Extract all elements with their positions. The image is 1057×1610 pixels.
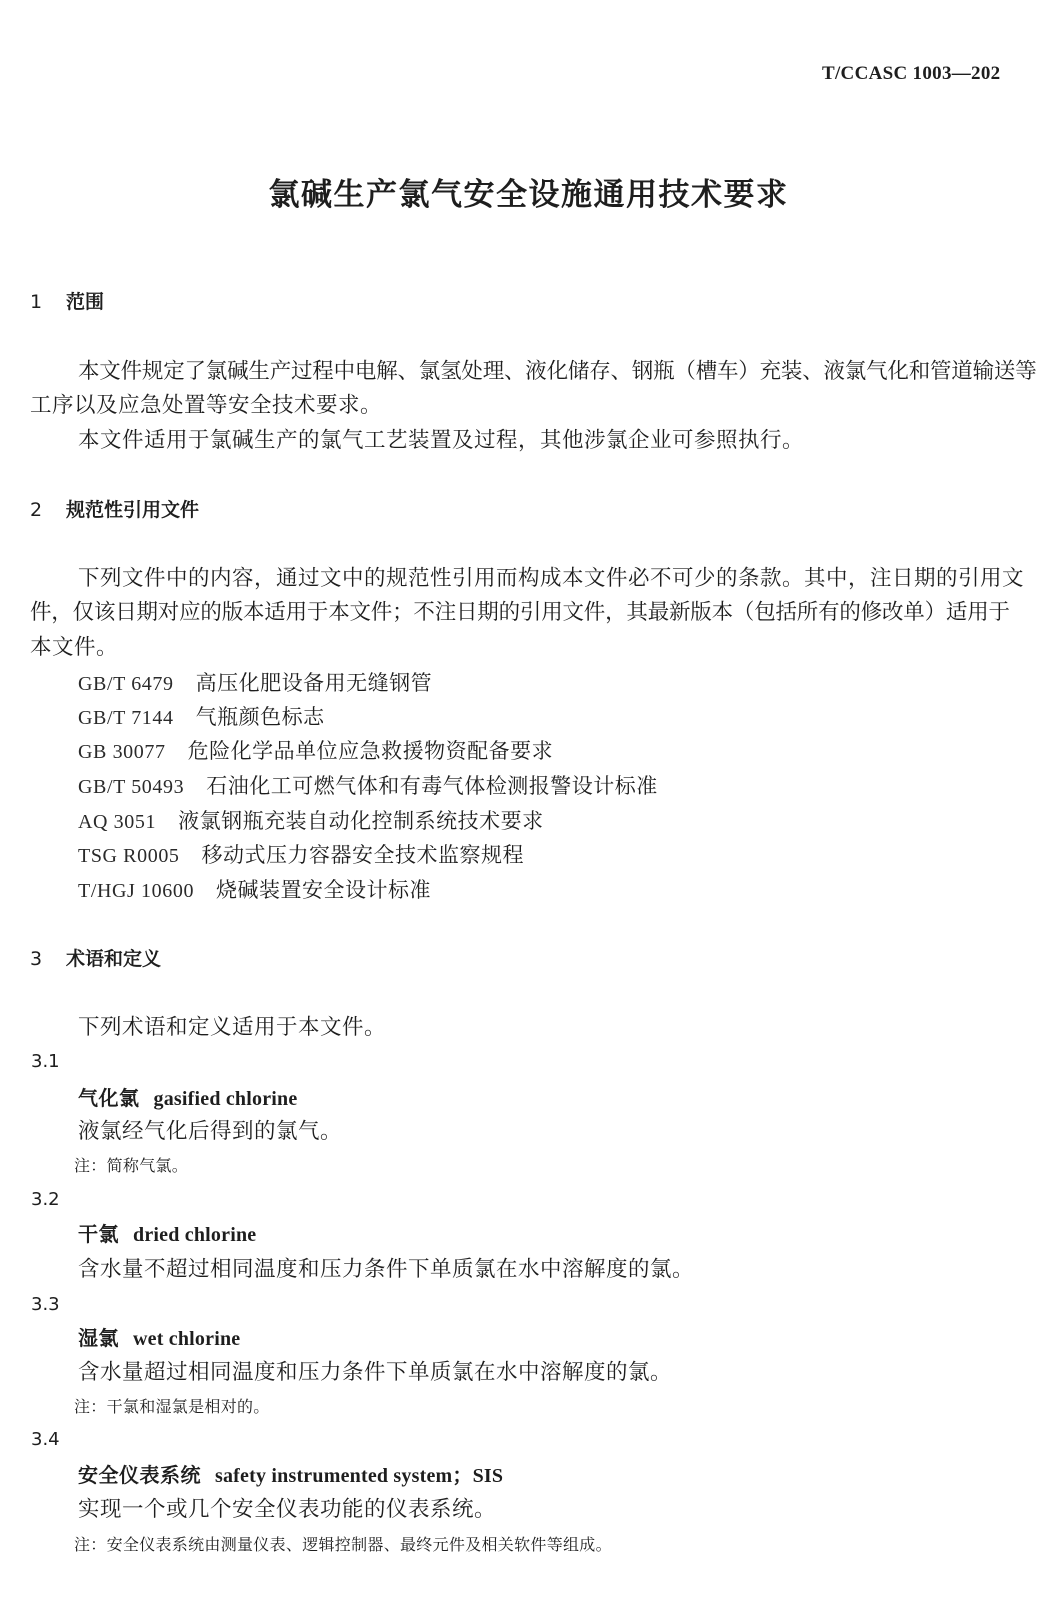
term-chinese: 湿氯 [78,1326,119,1350]
reference-code: GB 30077 [78,741,166,763]
reference-code: T/HGJ 10600 [78,880,195,902]
paragraph-line: 本文件适用于氯碱生产的氯气工艺装置及过程，其他涉氯企业可参照执行。 [78,428,805,453]
section-heading-normative-references [30,497,199,523]
term-number: 3.4 [31,1429,60,1450]
term-definition: 含水量不超过相同温度和压力条件下单质氯在水中溶解度的氯。 [78,1257,695,1282]
term-english: dried chlorine [133,1224,257,1246]
section-heading-terms-and-definitions [30,946,161,972]
term-entry [78,1462,503,1489]
paragraph-line: 下列术语和定义适用于本文件。 [78,1015,387,1040]
reference-item [78,670,432,697]
reference-title: 烧碱装置安全设计标准 [216,878,432,902]
reference-item [78,773,658,800]
paragraph-line: 件，仅该日期对应的版本适用于本文件；不注日期的引用文件，其最新版本（包括所有的修改单）适用于 [30,600,1010,625]
section-title: 规范性引用文件 [66,499,200,521]
term-number: 3.1 [31,1051,60,1072]
term-english: safety instrumented system；SIS [215,1465,504,1487]
reference-title: 石油化工可燃气体和有毒气体检测报警设计标准 [206,774,658,798]
reference-title: 高压化肥设备用无缝钢管 [195,671,433,695]
section-title: 范围 [66,291,105,313]
term-number: 3.2 [31,1189,60,1210]
reference-code: TSG R0005 [78,845,180,867]
section-heading-scope [30,289,104,315]
term-definition: 含水量超过相同温度和压力条件下单质氯在水中溶解度的氯。 [78,1360,673,1385]
section-number: 3 [30,948,43,970]
term-note: 注：简称气氯。 [74,1156,189,1175]
document-number: T/CCASC 1003—202 [822,63,1001,84]
term-note: 注：干氯和湿氯是相对的。 [74,1397,270,1416]
term-entry [78,1325,240,1352]
paragraph-line: 工序以及应急处置等安全技术要求。 [30,393,383,418]
paragraph-line: 本文件。 [30,635,119,660]
reference-code: AQ 3051 [78,811,157,833]
term-chinese: 安全仪表系统 [78,1463,201,1487]
term-entry [78,1221,256,1248]
reference-item [78,877,431,904]
term-definition: 液氯经气化后得到的氯气。 [78,1119,343,1144]
paragraph-line: 本文件规定了氯碱生产过程中电解、氯氢处理、液化储存、钢瓶（槽车）充装、液氯气化和管道输送等 [78,359,1037,384]
term-chinese: 气化氯 [78,1086,140,1110]
reference-code: GB/T 6479 [78,673,174,695]
section-number: 1 [30,291,43,313]
term-english: wet chlorine [133,1328,241,1350]
reference-code: GB/T 7144 [78,707,174,729]
section-number: 2 [30,499,43,521]
term-number: 3.3 [31,1294,60,1315]
term-entry [78,1085,297,1112]
paragraph-line: 下列文件中的内容，通过文中的规范性引用而构成本文件必不可少的条款。其中，注日期的引用文 [78,566,1025,591]
reference-title: 移动式压力容器安全技术监察规程 [201,843,525,867]
term-definition: 实现一个或几个安全仪表功能的仪表系统。 [78,1497,497,1522]
term-chinese: 干氯 [78,1222,119,1246]
reference-title: 液氯钢瓶充装自动化控制系统技术要求 [178,809,544,833]
reference-item [78,842,524,869]
reference-title: 危险化学品单位应急救援物资配备要求 [187,739,554,763]
term-english: gasified chlorine [153,1088,298,1110]
reference-item [78,704,325,731]
reference-code: GB/T 50493 [78,776,185,798]
section-title: 术语和定义 [66,948,162,970]
term-note: 注：安全仪表系统由测量仪表、逻辑控制器、最终元件及相关软件等组成。 [74,1535,612,1554]
document-title: 氯碱生产氯气安全设施通用技术要求 [268,177,789,213]
reference-title: 气瓶颜色标志 [195,705,325,729]
reference-item [78,808,544,835]
reference-item [78,738,553,765]
